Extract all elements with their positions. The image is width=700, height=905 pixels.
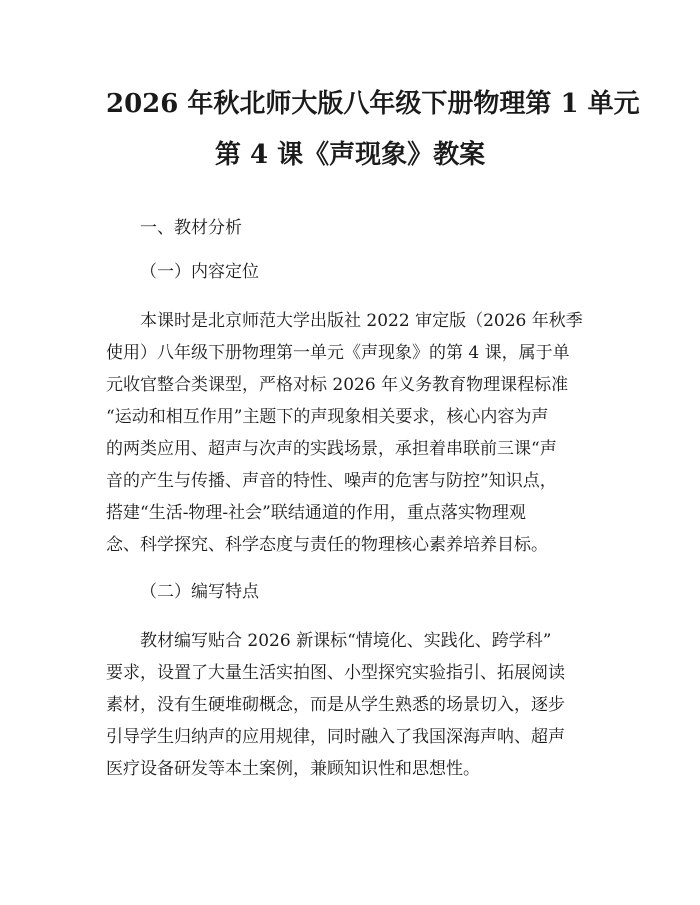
- subsection-heading-content-positioning: （一）内容定位: [140, 262, 259, 282]
- document-title: [106, 82, 640, 177]
- paragraph-line: 念、科学探究、科学态度与责任的物理核心素养培养目标。: [106, 535, 548, 555]
- paragraph-line: 要求，设置了大量生活实拍图、小型探究实验指引、拓展阅读: [106, 663, 565, 683]
- paragraph-line: 引导学生归纳声的应用规律，同时融入了我国深海声呐、超声: [106, 727, 565, 747]
- title-line-1: 2026 年秋北师大版八年级下册物理第 1 单元: [106, 89, 640, 119]
- paragraph-writing-features: [106, 625, 594, 785]
- paragraph-line: 本课时是北京师范大学出版社 2022 审定版（2026 年秋季: [140, 311, 583, 331]
- subsection-heading-writing-features: （二）编写特点: [140, 582, 259, 602]
- paragraph-line: 搭建“生活-物理-社会”联结通道的作用，重点落实物理观: [106, 503, 526, 523]
- paragraph-line: 音的产生与传播、声音的特性、噪声的危害与防控”知识点，: [106, 471, 557, 491]
- section-heading-textbook-analysis: 一、教材分析: [140, 218, 242, 238]
- title-line-2: 第 4 课《声现象》教案: [214, 140, 486, 170]
- paragraph-line: “运动和相互作用”主题下的声现象相关要求，核心内容为声: [106, 407, 549, 427]
- paragraph-line: 元收官整合类课型，严格对标 2026 年义务教育物理课程标准: [106, 375, 569, 395]
- paragraph-line: 使用）八年级下册物理第一单元《声现象》的第 4 课，属于单: [106, 343, 570, 363]
- paragraph-line: 医疗设备研发等本土案例，兼顾知识性和思想性。: [106, 759, 480, 779]
- paragraph-content-positioning: [106, 305, 594, 561]
- paragraph-line: 素材，没有生硬堆砌概念，而是从学生熟悉的场景切入，逐步: [106, 695, 565, 715]
- paragraph-line: 教材编写贴合 2026 新课标“情境化、实践化、跨学科”: [140, 631, 552, 651]
- paragraph-line: 的两类应用、超声与次声的实践场景，承担着串联前三课“声: [106, 439, 557, 459]
